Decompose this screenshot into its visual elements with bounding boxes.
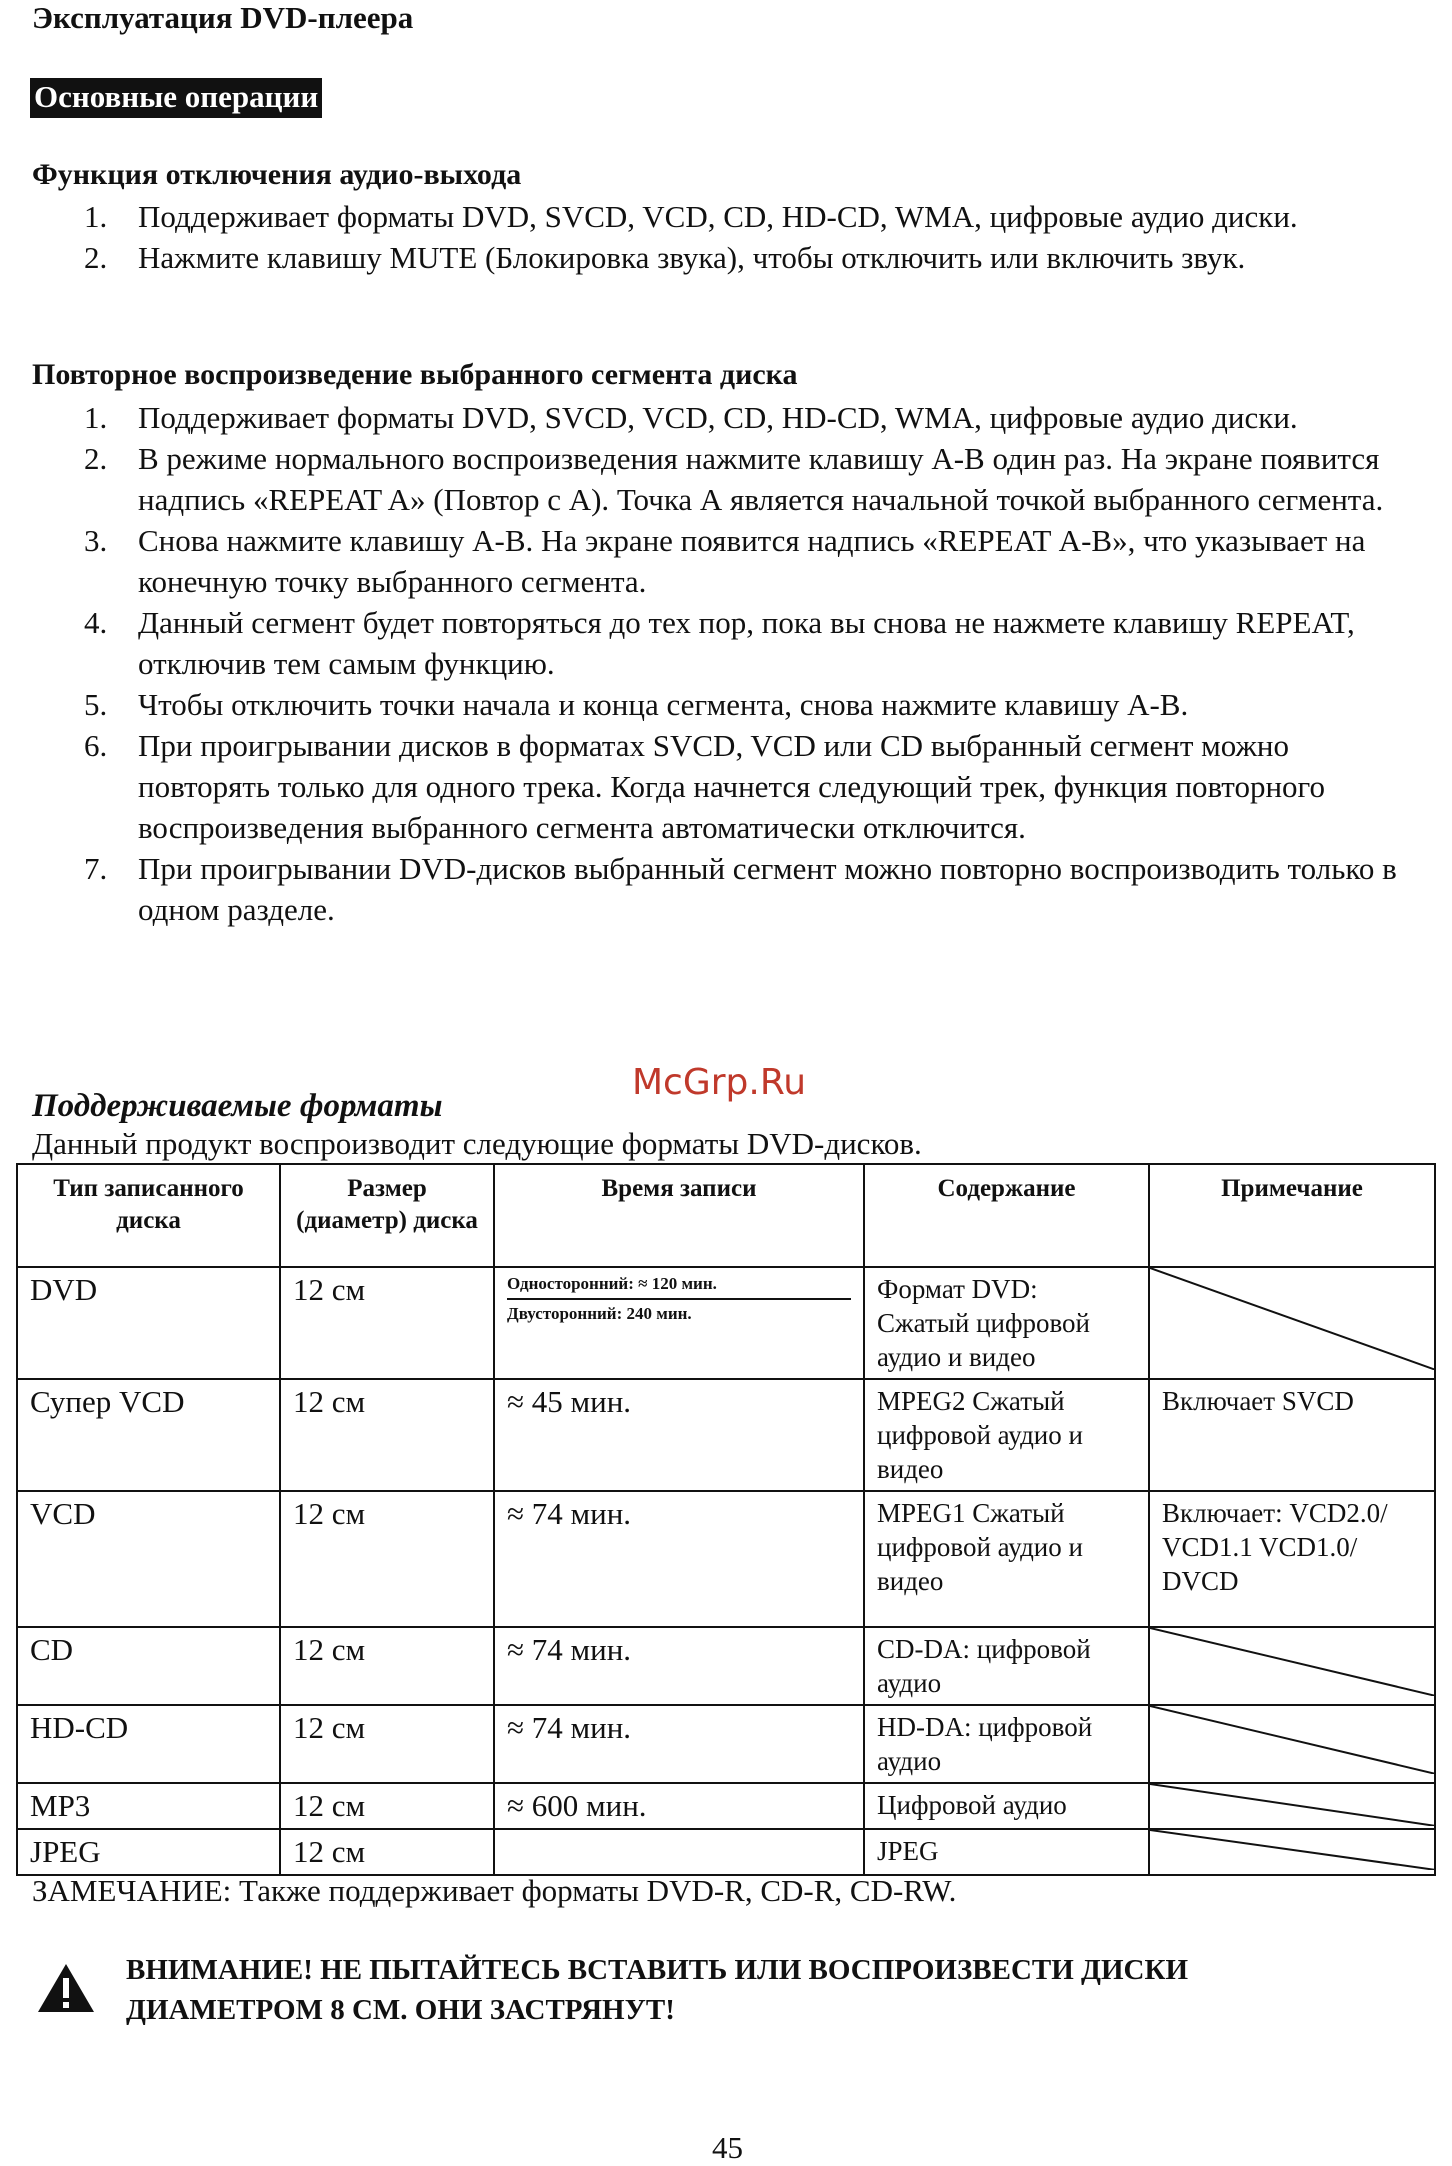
col-header-note: Примечание xyxy=(1149,1164,1435,1267)
item-number: 6. xyxy=(84,728,108,763)
cell-type: CD xyxy=(17,1627,280,1705)
time-double-sided: Двусторонний: 240 мин. xyxy=(507,1304,692,1323)
cell-note-empty xyxy=(1149,1829,1435,1875)
diagonal-strike xyxy=(1150,1268,1436,1370)
list-item xyxy=(84,725,1414,848)
table-row xyxy=(17,1783,1435,1829)
cell-size: 12 см xyxy=(280,1379,494,1491)
cell-note: Включает SVCD xyxy=(1149,1379,1435,1491)
table-row xyxy=(17,1829,1435,1875)
cell-time: ≈ 74 мин. xyxy=(494,1627,864,1705)
item-text: При проигрывании дисков в форматах SVCD, VCD или CD выбранный сегмент можно повторять только для одного трека. Когда начнется следующий трек, функция повторного воспроизведения выбранного сегмента автоматически отключится. xyxy=(138,728,1325,845)
cell-note-empty xyxy=(1149,1627,1435,1705)
col-header-time: Время записи xyxy=(494,1164,864,1267)
cell-size: 12 см xyxy=(280,1267,494,1379)
cell-content: Цифровой аудио xyxy=(864,1783,1149,1829)
page-number: 45 xyxy=(712,2130,743,2165)
cell-type: MP3 xyxy=(17,1783,280,1829)
diagonal-strike xyxy=(1150,1784,1436,1826)
section-title: Основные операции xyxy=(30,78,322,118)
item-number: 3. xyxy=(84,523,108,558)
cell-content: CD-DA: цифровой аудио xyxy=(864,1627,1149,1705)
item-number: 2. xyxy=(84,441,108,476)
watermark: McGrp.Ru xyxy=(632,1062,807,1103)
page-title: Эксплуатация DVD-плеера xyxy=(32,0,414,35)
item-text: Снова нажмите клавишу А-В. На экране появится надпись «REPEAT А-В», что указывает на конечную точку выбранного сегмента. xyxy=(138,523,1366,599)
cell-note-empty xyxy=(1149,1705,1435,1783)
cell-type: VCD xyxy=(17,1491,280,1627)
formats-table xyxy=(16,1163,1436,1876)
cell-size: 12 см xyxy=(280,1627,494,1705)
list-item xyxy=(84,196,1414,237)
cell-time xyxy=(494,1829,864,1875)
list-item xyxy=(84,397,1414,438)
cell-note-empty xyxy=(1149,1267,1435,1379)
cell-content: JPEG xyxy=(864,1829,1149,1875)
diagonal-strike xyxy=(1150,1830,1436,1870)
list-item xyxy=(84,520,1414,602)
cell-time: ≈ 74 мин. xyxy=(494,1705,864,1783)
formats-heading: Поддерживаемые форматы xyxy=(32,1088,443,1124)
item-number: 1. xyxy=(84,400,108,435)
warning-triangle-icon xyxy=(36,1962,96,2019)
item-number: 4. xyxy=(84,605,108,640)
table-row xyxy=(17,1267,1435,1379)
cell-size: 12 см xyxy=(280,1783,494,1829)
repeat-heading: Повторное воспроизведение выбранного сегмента диска xyxy=(32,358,798,391)
cell-size: 12 см xyxy=(280,1829,494,1875)
col-header-content: Содержание xyxy=(864,1164,1149,1267)
cell-time: ≈ 45 мин. xyxy=(494,1379,864,1491)
table-header-row xyxy=(17,1164,1435,1267)
time-single-sided: Односторонний: ≈ 120 мин. xyxy=(507,1272,851,1300)
warning-text: ВНИМАНИЕ! НЕ ПЫТАЙТЕСЬ ВСТАВИТЬ ИЛИ ВОСПРОИЗВЕСТИ ДИСКИ ДИАМЕТРОМ 8 СМ. ОНИ ЗАСТРЯНУТ! xyxy=(126,1954,1189,2026)
table-row xyxy=(17,1705,1435,1783)
cell-type: Супер VCD xyxy=(17,1379,280,1491)
col-header-size: Размер (диаметр) диска xyxy=(280,1164,494,1267)
item-number: 1. xyxy=(84,199,108,234)
cell-size: 12 см xyxy=(280,1491,494,1627)
cell-content: MPEG2 Сжатый цифровой аудио и видео xyxy=(864,1379,1149,1491)
cell-time xyxy=(494,1267,864,1379)
item-text: При проигрывании DVD-дисков выбранный сегмент можно повторно воспроизводить только в одном разделе. xyxy=(138,851,1397,927)
cell-content: HD-DA: цифровой аудио xyxy=(864,1705,1149,1783)
col-header-type: Тип записанного диска xyxy=(17,1164,280,1267)
diagonal-strike xyxy=(1150,1706,1436,1774)
cell-time: ≈ 74 мин. xyxy=(494,1491,864,1627)
mute-heading: Функция отключения аудио-выхода xyxy=(32,158,522,191)
cell-note-empty xyxy=(1149,1783,1435,1829)
cell-content: MPEG1 Сжатый цифровой аудио и видео xyxy=(864,1491,1149,1627)
cell-type: DVD xyxy=(17,1267,280,1379)
mute-list xyxy=(84,196,1414,278)
list-item xyxy=(84,237,1414,278)
remark-note: ЗАМЕЧАНИЕ: Также поддерживает форматы DVD-R, CD-R, CD-RW. xyxy=(32,1873,957,1908)
cell-type: JPEG xyxy=(17,1829,280,1875)
item-number: 7. xyxy=(84,851,108,886)
formats-intro: Данный продукт воспроизводит следующие форматы DVD-дисков. xyxy=(32,1126,922,1161)
list-item xyxy=(84,438,1414,520)
table-row xyxy=(17,1491,1435,1627)
cell-content: Формат DVD: Сжатый цифровой аудио и видео xyxy=(864,1267,1149,1379)
list-item xyxy=(84,848,1414,930)
item-text: Чтобы отключить точки начала и конца сегмента, снова нажмите клавишу А-В. xyxy=(138,687,1189,722)
repeat-list xyxy=(84,397,1414,930)
item-text: Поддерживает форматы DVD, SVCD, VCD, CD, HD-CD, WMA, цифровые аудио диски. xyxy=(138,400,1298,435)
cell-type: HD-CD xyxy=(17,1705,280,1783)
item-text: Данный сегмент будет повторяться до тех пор, пока вы снова не нажмете клавишу REPEAT, отключив тем самым функцию. xyxy=(138,605,1355,681)
table-row xyxy=(17,1379,1435,1491)
item-text: В режиме нормального воспроизведения нажмите клавишу A-B один раз. На экране появится надпись «REPEAT A» (Повтор с А). Точка А является начальной точкой выбранного сегмента. xyxy=(138,441,1384,517)
cell-note: Включает: VCD2.0/ VCD1.1 VCD1.0/ DVCD xyxy=(1149,1491,1435,1627)
list-item xyxy=(84,684,1414,725)
diagonal-strike xyxy=(1150,1628,1436,1696)
item-text: Поддерживает форматы DVD, SVCD, VCD, CD, HD-CD, WMA, цифровые аудио диски. xyxy=(138,199,1298,234)
cell-size: 12 см xyxy=(280,1705,494,1783)
item-text: Нажмите клавишу MUTE (Блокировка звука), чтобы отключить или включить звук. xyxy=(138,240,1246,275)
cell-time: ≈ 600 мин. xyxy=(494,1783,864,1829)
list-item xyxy=(84,602,1414,684)
item-number: 2. xyxy=(84,240,108,275)
item-number: 5. xyxy=(84,687,108,722)
table-row xyxy=(17,1627,1435,1705)
